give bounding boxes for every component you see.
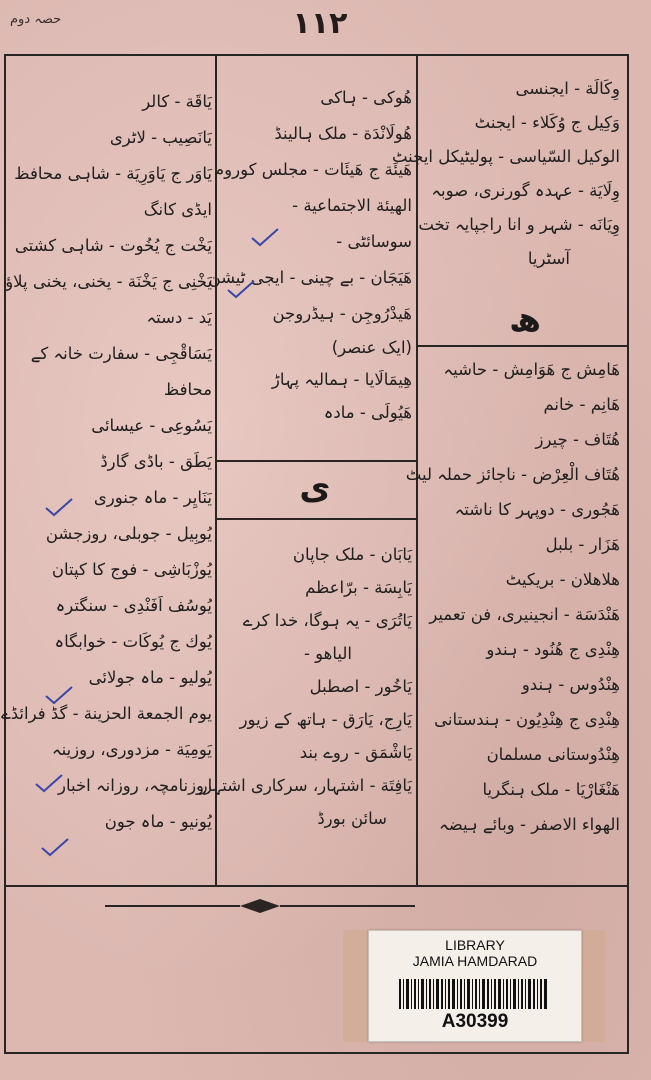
section-letter-yeh: ی — [299, 468, 331, 508]
bottom-rule — [4, 885, 629, 887]
dictionary-entry: ھِیمَالَایا - ہمالیہ پہاڑ — [271, 370, 412, 389]
dictionary-entry: یَانَصِیب - لاٹری — [109, 128, 212, 147]
accession-number: A30399 — [441, 1011, 509, 1032]
dictionary-entry: ھَیَجَان - بے چینی - ایجی ٹیشن — [208, 268, 412, 287]
dictionary-entry: روزنامچہ، روزانہ اخبار — [57, 776, 212, 795]
dictionary-entry: یَسَاقْجِی - سفارت خانہ کے — [30, 344, 212, 363]
left-column — [1, 84, 212, 840]
pen-tick-mark — [44, 496, 74, 518]
middle-column-bottom — [199, 538, 412, 835]
dictionary-entry: ھَامِش ج ھَوَامِش - حاشیہ — [443, 360, 620, 379]
right-column-top — [391, 72, 620, 276]
page-number: ۱۱۲ — [292, 6, 348, 41]
dictionary-entry: ھُوکی - ہاکی — [320, 88, 412, 107]
dictionary-entry: وَکِیل ج وُکَلاء - ایجنٹ — [474, 113, 620, 132]
dictionary-entry: ھِنْدِی ج ھِنْدِیُون - ہندستانی — [434, 710, 620, 729]
dictionary-entry: سوسائٹی - — [336, 232, 412, 251]
dictionary-entry: وِکَالَة - ایجنسی — [515, 79, 620, 98]
dictionary-entry: ھِنْدُوستانی مسلمان — [486, 745, 620, 764]
dictionary-entry: یُولیو - ماہ جولائی — [88, 668, 212, 687]
dictionary-entry: یَاقَة - کالر — [142, 92, 212, 111]
dictionary-entry: یَافِتَة - اشتہار، سرکاری اشتہار — [199, 776, 412, 795]
dictionary-entry: الھواء الاصفر - وبائے ہیضہ — [439, 815, 620, 834]
dictionary-entry: یُوسُف اَفَنْدِی - سنگترہ — [55, 596, 212, 615]
dictionary-entry: یَد - دستہ — [146, 308, 212, 327]
divider-ornament — [105, 896, 415, 916]
dictionary-entry: الوکیل السّیاسی - پولیٹیکل ایجنٹ — [391, 147, 620, 166]
dictionary-entry: یوم الجمعة الحزینة - گڈ فرائڈے — [1, 704, 212, 723]
dictionary-entry: یَاشْمَق - روے بند — [299, 743, 412, 762]
pen-tick-mark — [226, 278, 256, 300]
dictionary-entry: یَارِج، یَارَق - ہاتھ کے زیور — [239, 710, 412, 729]
dictionary-entry: ھَنْدَسَة - انجینیری، فن تعمیر — [429, 605, 620, 624]
section-rule-middle — [215, 460, 416, 462]
dictionary-entry: الیاھو - — [303, 644, 352, 663]
dictionary-entry: محافظ — [163, 380, 212, 399]
dictionary-entry: ھُتَاف - چیرز — [535, 430, 620, 449]
dictionary-entry: ایڈی کانگ — [143, 200, 212, 219]
dictionary-entry: سائن بورڈ — [317, 809, 387, 828]
dictionary-entry: ھَجُوری - دوپہر کا ناشتہ — [454, 500, 620, 519]
pen-tick-mark — [44, 684, 74, 706]
dictionary-entry: آسٹریا — [527, 249, 570, 268]
dictionary-entry: ھُولَانْدَة - ملک ہالینڈ — [274, 124, 412, 143]
dictionary-entry: ھَیدْرُوجِن - ہیڈروجن — [272, 304, 412, 323]
dictionary-entry: یَطَق - باڈی گارڈ — [100, 452, 212, 471]
dictionary-entry: یُوزْبَاشِی - فوج کا کپتان — [51, 560, 212, 579]
dictionary-entry: یَنَایِر - ماہ جنوری — [93, 488, 212, 507]
section-letter-heh: ھ — [509, 300, 541, 340]
middle-column-top — [208, 80, 412, 430]
dictionary-entry: یُونیو - ماہ جون — [104, 812, 212, 831]
dictionary-entry: ھَیُولَی - مادہ — [323, 403, 412, 422]
dictionary-entry: یَاتُرَی - یہ ہوگا، خدا کرے — [242, 611, 412, 630]
section-heading: حصہ دوم — [10, 12, 62, 27]
dictionary-entry: یَسُوعِی - عیسائی — [91, 416, 212, 435]
dictionary-entry: وِلَایَة - عہدہ گورنری، صوبہ — [431, 181, 620, 200]
dictionary-entry: ھلاھلان - بریکیٹ — [505, 570, 620, 589]
dictionary-entry: ھُتَاف الْعِرْض - ناجائز حملہ لیٹ — [405, 465, 620, 484]
dictionary-entry: یَخْنِی ج یَخْنَة - یخنی، یخنی پلاؤ — [5, 272, 212, 291]
dictionary-entry: ھَزَار - بلبل — [545, 535, 620, 554]
dictionary-entry: ھِنْدِی ج ھُنُود - ہندو — [486, 640, 620, 659]
dictionary-entry: (ایک عنصر) — [331, 338, 412, 357]
dictionary-entry: ھَیئَة ج ھَیئَات - مجلس کوروم — [213, 160, 412, 179]
barcode — [399, 979, 549, 1009]
dictionary-entry: ھَانِم - خانم — [543, 395, 620, 414]
pen-tick-mark — [34, 772, 64, 794]
dictionary-entry: یَخْت ج یُخُوت - شاہی کشتی — [14, 236, 212, 255]
dictionary-entry: الھیئة الاجتماعیة - — [292, 196, 412, 215]
section-rule-middle-2 — [215, 518, 416, 520]
dictionary-entry: ھَنْغَارْیَا - ملک ہنگریا — [482, 780, 620, 799]
dictionary-entry: یُوبِیل - جوبلی، روزجشن — [45, 524, 212, 543]
right-column-bottom — [405, 352, 620, 842]
dictionary-entry: یَاوَر ج یَاوَرِیَة - شاہی محافظ — [14, 164, 212, 183]
pen-tick-mark — [250, 226, 280, 248]
pen-tick-mark — [40, 836, 70, 858]
library-label-line1: LIBRARY — [445, 937, 505, 953]
dictionary-entry: یَومِیَة - مزدوری، روزینہ — [51, 740, 212, 759]
dictionary-entry: ھِنْدُوس - ہندو — [521, 675, 620, 694]
dictionary-entry: وِیَانَه - شہر و انا راجپایہ تخت — [418, 215, 620, 234]
section-rule-right — [416, 345, 629, 347]
dictionary-entry: یُوك ج یُوكَات - خوابگاہ — [54, 632, 212, 651]
dictionary-entry: یَاخُور - اصطبل — [309, 677, 412, 696]
dictionary-entry: یَابَان - ملک جاپان — [292, 545, 412, 564]
library-label — [368, 930, 582, 1042]
library-label-line2: JAMIA HAMDARAD — [412, 953, 538, 969]
dictionary-entry: یَابِسَة - برّاعظم — [305, 578, 412, 597]
